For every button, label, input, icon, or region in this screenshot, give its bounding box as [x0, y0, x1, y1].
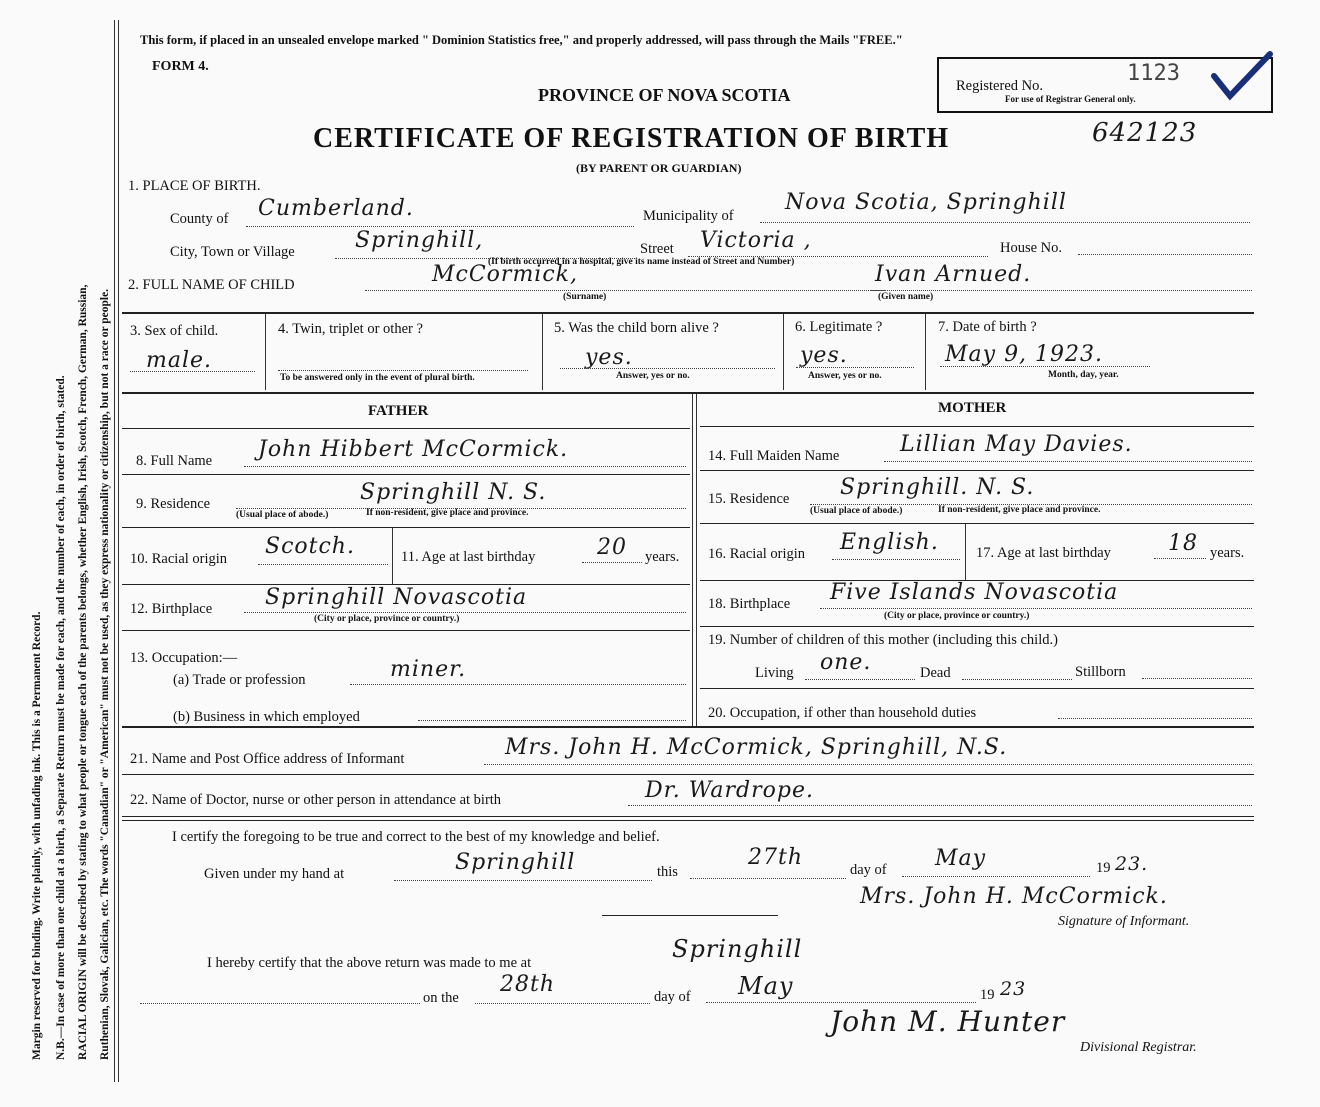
father-racial-label: 10. Racial origin — [130, 551, 228, 567]
house-number-label: House No. — [1000, 240, 1063, 256]
top-notice: This form, if placed in an unsealed envelope marked " Dominion Statistics free," and properly addressed, will pass through the Mails "FREE." — [140, 33, 903, 47]
mother-age-value: 18 — [1168, 531, 1198, 556]
margin-note-multiple-births: N.B.—In case of more than one child at a birth, a Separate Return must be made for each, and the number of each, in order of birth, stated. — [55, 375, 67, 1060]
mother-children-label: 19. Number of children of this mother (including this child.) — [708, 632, 1058, 648]
father-residence-note2: If non-resident, give place and province. — [366, 508, 529, 518]
mother-racial-value: English. — [840, 530, 939, 555]
mother-residence-label: 15. Residence — [708, 491, 790, 507]
county-label: County of — [170, 211, 229, 227]
father-trade-label: (a) Trade or profession — [173, 672, 306, 688]
certificate-subtitle: (BY PARENT OR GUARDIAN) — [576, 161, 742, 175]
registrar-day-of-label: day of — [654, 989, 691, 1005]
binding-margin-line — [114, 20, 115, 1082]
certification-year-prefix: 19 — [1096, 860, 1111, 876]
street-value: Victoria , — [700, 228, 812, 253]
registrar-place: Springhill — [672, 935, 803, 963]
mother-living-label: Living — [755, 665, 794, 681]
doctor-value: Dr. Wardrope. — [645, 778, 814, 803]
father-residence-label: 9. Residence — [136, 496, 211, 512]
checkmark-icon — [1210, 48, 1280, 103]
certificate-title: CERTIFICATE OF REGISTRATION OF BIRTH — [313, 123, 950, 154]
child-given-name: Ivan Arnued. — [875, 262, 1032, 287]
certification-year-suffix: 23. — [1115, 853, 1149, 875]
registrar-year-suffix: 23 — [1000, 978, 1027, 1000]
mother-residence-value: Springhill. N. S. — [840, 475, 1035, 500]
registrar-day: 28th — [500, 972, 556, 997]
twin-note: To be answered only in the event of plural birth. — [280, 373, 475, 383]
registered-note: For use of Registrar General only. — [1005, 94, 1136, 104]
province-heading: PROVINCE OF NOVA SCOTIA — [538, 85, 791, 105]
this-label: this — [657, 864, 678, 880]
city-value: Springhill, — [355, 228, 484, 253]
mother-age-years: years. — [1210, 545, 1245, 561]
form-number: FORM 4. — [152, 59, 209, 74]
informant-signature: Mrs. John H. McCormick. — [860, 884, 1168, 909]
certificate-number: 642123 — [1092, 118, 1198, 148]
mother-residence-note1: (Usual place of abode.) — [810, 506, 903, 516]
signature-of-informant-label: Signature of Informant. — [1058, 914, 1190, 929]
father-name-label: 8. Full Name — [136, 453, 213, 469]
hospital-note: (If birth occurred in a hospital, give its name instead of Street and Number) — [488, 257, 795, 267]
informant-label: 21. Name and Post Office address of Informant — [130, 751, 405, 767]
given-name-note: (Given name) — [878, 292, 934, 302]
father-residence-note1: (Usual place of abode.) — [236, 510, 329, 520]
given-under-hand-label: Given under my hand at — [204, 866, 345, 882]
dob-note: Month, day, year. — [1048, 370, 1119, 380]
father-racial-value: Scotch. — [265, 534, 355, 559]
given-place-value: Springhill — [455, 850, 576, 875]
father-heading: FATHER — [368, 403, 429, 419]
father-birthplace-value: Springhill Novascotia — [265, 585, 528, 610]
on-the-label: on the — [423, 990, 459, 1006]
margin-note-racial-origin: RACIAL ORIGIN will be described by stating to what people or tongue each of the parents belongs, whether English, Irish, Scotch, French, German, Russian, — [77, 284, 89, 1060]
sex-label: 3. Sex of child. — [130, 323, 219, 339]
dob-value: May 9, 1923. — [945, 342, 1104, 367]
municipality-value: Nova Scotia, Springhill — [785, 190, 1067, 215]
mother-name-label: 14. Full Maiden Name — [708, 448, 840, 464]
certification-day: 27th — [748, 845, 804, 870]
certification-month: May — [935, 846, 987, 871]
father-birthplace-label: 12. Birthplace — [130, 601, 213, 617]
mother-stillborn-label: Stillborn — [1075, 664, 1126, 680]
certification-statement: I certify the foregoing to be true and correct to the best of my knowledge and belief. — [172, 829, 660, 845]
father-residence-value: Springhill N. S. — [360, 480, 547, 505]
informant-value: Mrs. John H. McCormick, Springhill, N.S. — [505, 735, 1008, 760]
doctor-label: 22. Name of Doctor, nurse or other person in attendance at birth — [130, 792, 502, 808]
father-occupation-label: 13. Occupation:— — [130, 650, 238, 666]
child-name-label: 2. FULL NAME OF CHILD — [128, 277, 295, 293]
dob-label: 7. Date of birth ? — [938, 319, 1037, 335]
registered-number: 1123 — [1127, 61, 1180, 86]
born-alive-value: yes. — [585, 345, 633, 370]
legitimate-label: 6. Legitimate ? — [795, 319, 883, 335]
registrar-statement: I hereby certify that the above return was made to me at — [207, 955, 532, 971]
father-birthplace-note: (City or place, province or country.) — [314, 614, 460, 624]
father-age-label: 11. Age at last birthday — [401, 549, 536, 565]
mother-birthplace-value: Five Islands Novascotia — [830, 580, 1119, 605]
margin-note-nationality: Ruthenian, Slovak, Galician, etc. The words "Canadian" or "American" must not be used, as they express nationality or citizenship, but not a race or people. — [99, 288, 111, 1060]
mother-dead-label: Dead — [920, 665, 951, 681]
place-of-birth-heading: 1. PLACE OF BIRTH. — [128, 178, 261, 194]
father-age-value: 20 — [597, 535, 627, 560]
binding-margin-line-2 — [118, 20, 119, 1082]
sex-value: male. — [146, 348, 213, 373]
margin-note-binding: Margin reserved for binding. Write plainly, with unfading ink. This is a Permanent Record. — [31, 611, 43, 1060]
county-value: Cumberland. — [258, 196, 414, 221]
registered-label: Registered No. — [956, 78, 1043, 94]
born-alive-label: 5. Was the child born alive ? — [554, 320, 719, 336]
mother-occupation-label: 20. Occupation, if other than household duties — [708, 705, 977, 721]
child-surname: McCormick, — [432, 262, 578, 287]
mother-birthplace-label: 18. Birthplace — [708, 596, 791, 612]
divisional-registrar-label: Divisional Registrar. — [1080, 1040, 1197, 1055]
father-name-value: John Hibbert McCormick. — [258, 437, 569, 462]
surname-note: (Surname) — [563, 292, 607, 302]
born-alive-note: Answer, yes or no. — [616, 371, 690, 381]
father-business-label: (b) Business in which employed — [173, 709, 360, 725]
city-label: City, Town or Village — [170, 244, 295, 260]
mother-living-value: one. — [820, 650, 872, 675]
father-trade-value: miner. — [390, 657, 467, 682]
mother-birthplace-note: (City or place, province or country.) — [884, 611, 1030, 621]
mother-age-label: 17. Age at last birthday — [976, 545, 1111, 561]
registrar-month: May — [738, 972, 794, 1000]
twin-label: 4. Twin, triplet or other ? — [278, 321, 423, 337]
registrar-signature: John M. Hunter — [830, 1005, 1066, 1038]
mother-residence-note2: If non-resident, give place and province. — [938, 505, 1101, 515]
registrar-year-prefix: 19 — [980, 987, 995, 1003]
legitimate-note: Answer, yes or no. — [808, 371, 882, 381]
mother-racial-label: 16. Racial origin — [708, 546, 806, 562]
legitimate-value: yes. — [800, 343, 848, 368]
father-age-years: years. — [645, 549, 680, 565]
mother-name-value: Lillian May Davies. — [900, 432, 1133, 457]
street-label: Street — [640, 241, 674, 257]
municipality-label: Municipality of — [643, 208, 734, 224]
day-of-label: day of — [850, 862, 887, 878]
mother-heading: MOTHER — [938, 400, 1007, 416]
